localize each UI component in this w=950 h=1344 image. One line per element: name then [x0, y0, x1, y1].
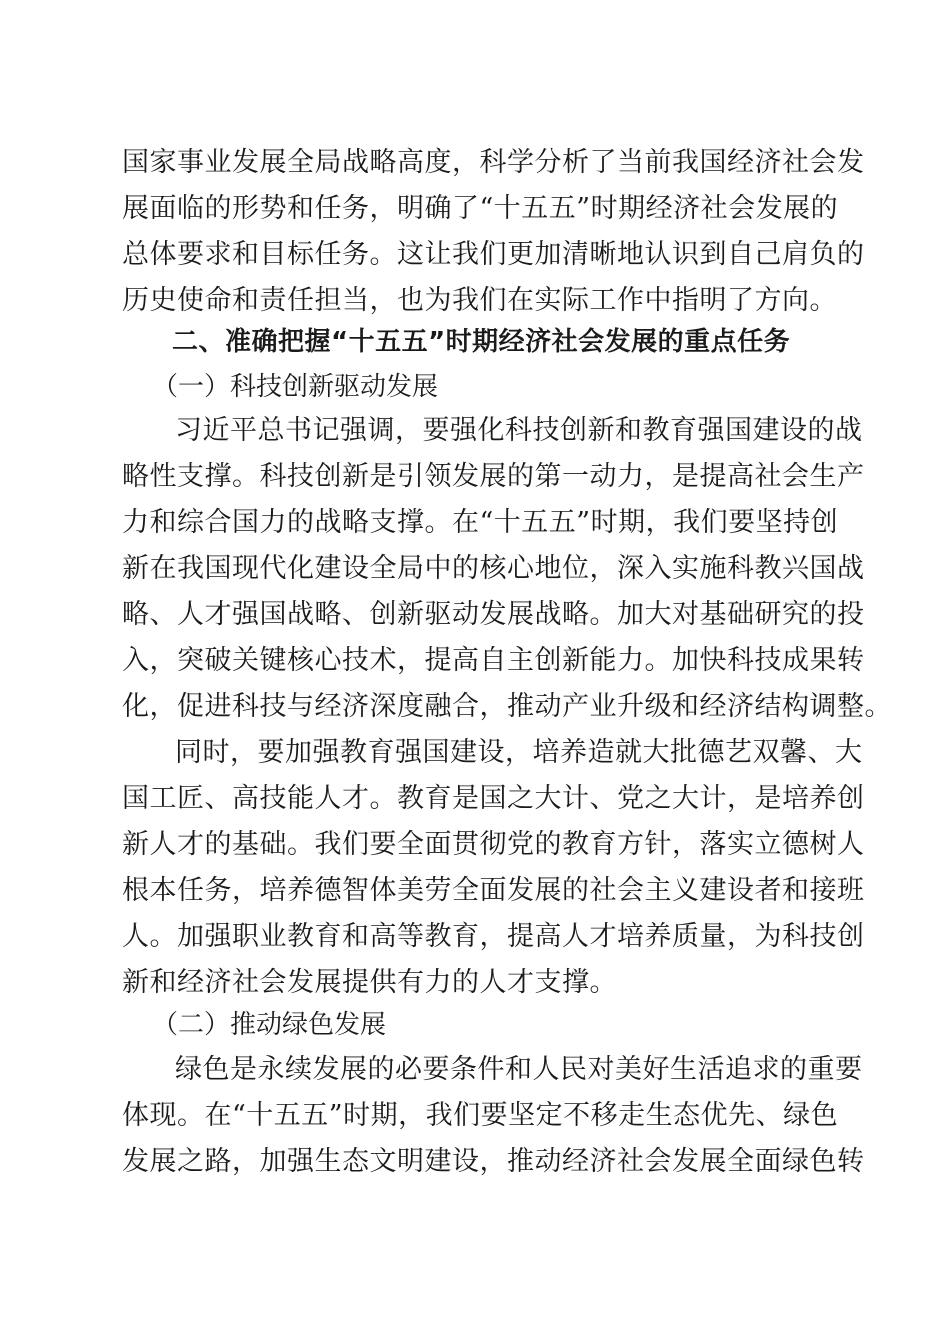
- paragraph-3-line-4: 根本任务，培养德智体美劳全面发展的社会主义建设者和接班: [122, 875, 865, 906]
- section-heading: 二、准确把握“十五五”时期经济社会发展的重点任务: [172, 327, 791, 357]
- paragraph-4-line-1: 绿色是永续发展的必要条件和人民对美好生活追求的重要: [175, 1054, 863, 1085]
- paragraph-2-line-7: 化，促进科技与经济深度融合，推动产业升级和经济结构调整。: [122, 691, 892, 722]
- paragraph-4-line-2: 体现。在“十五五”时期，我们要坚定不移走生态优先、绿色: [122, 1100, 839, 1131]
- subsection-heading-1: （一）科技创新驱动发展: [152, 372, 439, 402]
- paragraph-2-line-5: 略、人才强国战略、创新驱动发展战略。加大对基础研究的投: [122, 599, 865, 630]
- paragraph-2-line-4: 新在我国现代化建设全局中的核心地位，深入实施科教兴国战: [122, 553, 865, 584]
- paragraph-3-line-1: 同时，要加强教育强国建设，培养造就大批德艺双馨、大: [175, 737, 863, 768]
- paragraph-3-line-3: 新人才的基础。我们要全面贯彻党的教育方针，落实立德树人: [122, 829, 865, 860]
- paragraph-2-line-6: 入，突破关键核心技术，提高自主创新能力。加快科技成果转: [122, 645, 865, 676]
- subsection-heading-2: （二）推动绿色发展: [152, 1010, 387, 1040]
- paragraph-2-line-1: 习近平总书记强调，要强化科技创新和教育强国建设的战: [175, 415, 863, 446]
- paragraph-3-line-5: 人。加强职业教育和高等教育，提高人才培养质量，为科技创: [122, 921, 865, 952]
- paragraph-3-line-2: 国工匠、高技能人才。教育是国之大计、党之大计，是培养创: [122, 783, 865, 814]
- paragraph-1-line-1: 国家事业发展全局战略高度，科学分析了当前我国经济社会发: [122, 147, 865, 178]
- paragraph-1-line-3: 总体要求和目标任务。这让我们更加清晰地认识到自己肩负的: [122, 239, 865, 270]
- paragraph-1-line-4: 历史使命和责任担当，也为我们在实际工作中指明了方向。: [122, 285, 837, 316]
- paragraph-3-line-6: 新和经济社会发展提供有力的人才支撑。: [122, 967, 617, 998]
- paragraph-4-line-3: 发展之路，加强生态文明建设，推动经济社会发展全面绿色转: [122, 1146, 865, 1177]
- paragraph-2-line-2: 略性支撑。科技创新是引领发展的第一动力，是提高社会生产: [122, 461, 865, 492]
- paragraph-1-line-2: 展面临的形势和任务，明确了“十五五”时期经济社会发展的: [122, 193, 839, 224]
- paragraph-2-line-3: 力和综合国力的战略支撑。在“十五五”时期，我们要坚持创: [122, 507, 839, 538]
